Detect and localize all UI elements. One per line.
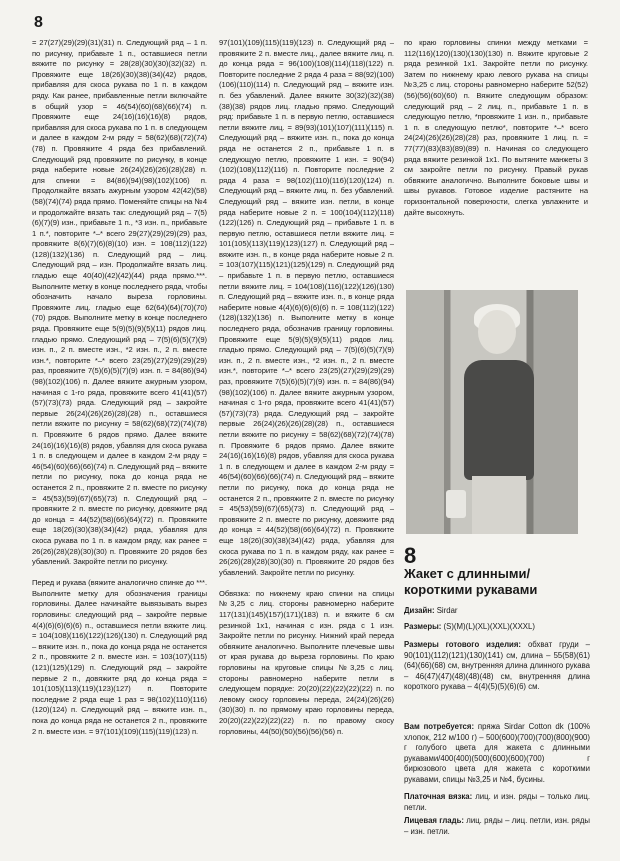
text-column-3-top: по краю горловины спинки между метками = 112(116)(120)(130)(130)(130) п. Вяжите круговые 2 ряда резинкой 1х1. Закройте петли по рисунку. Затем по нижнему краю левого рукава на спицы №3,25 с лиц. стороны равномерно наберите 52(52)(56)(56)(60)(60) п. Вяжите следующим образом: следующий ряд – 2 лиц. п., прибавьте 1 п. в следующую петлю, *провяжите 1 изн. п., прибавьте 1 п. в следующую петлю*, повторите *–* всего 24(24)(26)(26)(28)(28) раз, провяжите 1 лиц. п. = 77(77)(83)(83)(89)(89) п. Начиная со следующего ряда вяжите резинкой 1х1. По вытяните манжеты 3 см закройте петли по рисунку. Правый рукав обвяжите аналогично. Выполните боковые швы и швы рукавов. Готовое изделие растяните на горизонтальной поверхности, слегка увлажните и дайте высохнуть. [404, 38, 588, 217]
dimensions-value: обхват груди – 90(101)(112)(121)(130)(141) см, длина – 55(58)(61)(64)(66)(68) см, внутренняя длина длинного рукава – 46(47)(47)(48)(48)(48) см, внутренняя длина короткого рукава – 4(4)(5)(5)(6)(6) см. [404, 640, 590, 692]
designer-value: Sirdar [436, 606, 458, 615]
photo-face [478, 310, 516, 354]
page-number: 8 [34, 14, 43, 31]
stockinette-value: лиц. ряды – лиц. петли, изн. ряды – изн. петли. [404, 816, 591, 836]
model-photo [406, 290, 578, 534]
photo-bag [446, 490, 466, 518]
photo-shorts [472, 476, 526, 534]
designer-line [404, 606, 590, 617]
garter-stitch-label: Платочная вязка: [404, 792, 473, 801]
section-number: 8 [404, 543, 417, 568]
dimensions-label: Размеры готового изделия: [404, 640, 521, 649]
stockinette-block [404, 816, 590, 837]
section-title: Жакет с длинными/ короткими рукавами [404, 566, 538, 597]
materials-block [404, 722, 590, 786]
sizes-line [404, 622, 590, 633]
materials-label: Вам потребуется: [404, 722, 475, 731]
garter-stitch-block [404, 792, 590, 813]
materials-value: пряжа Sirdar Cotton dk (100% хлопок, 212 м/100 г) – 500(600)(700)(700)(800)(900) г голубого цвета для жакета с длинными рукавами/400(400)(500)(600)(600)(700) г бирюзового цвета для жакета с короткими рукавами, спицы №3,25 и №4, бусины. [404, 722, 591, 784]
text-column-2: 97(101)(109)(115)(119)(123) п. Следующий ряд – провяжите 2 п. вместе лиц., далее вяжите лиц. п. до конца ряда = 96(100)(108)(114)(118)(122) п. Повторите последние 2 ряда 4 раза = 88(92)(100)(106)(110)(114) п. Следующий ряд – вяжите изн. п. без убавлений. Далее вяжите 30(32)(32)(38)(38)(38) рядов лиц. гладью прямо. Следующий ряд: прибавьте 1 п. в первую петлю, оставшиеся петли вяжите лиц. = 89(93)(101)(107)(111)(115) п. Следующий ряд – вяжите изн. п., пока до конца ряда не останется 2 п., прибавьте 1 п. в следующую петлю, провяжите 1 изн. = 90(94)(102)(108)(112)(116) п. Повторите последние 2 ряда 4 раза = 98(102)(110)(116)(120)(124) п. Следующий ряд – вяжите лиц. п. без убавлений. Следующий ряд – вяжите изн. петли, в конце ряда наберите новые 2 п. = 100(104)(112)(118)(122)(126) п. Следующий ряд – прибавьте 1 п. в первую петлю, оставшиеся петли вяжите лиц. = 101(105)(113)(119)(123)(127) п. Следующий ряд – вяжите изн. п., в конце ряда наберите новые 2 п. = 103(107)(115)(121)(125)(129) п. Следующий ряд – прибавьте 1 п. в первую петлю, оставшиеся петли вяжите лиц. = 104(108)(116)(122)(126)(130) п. Следующий ряд – вяжите изн. п., в конце ряда наберите новые 4(4)(6)(6)(6)(6) п. = 108(112)(122)(128)(132)(136) п. Выполните метку в конце последнего ряда, обозначив границу горловины. Провяжите еще 5(9)(5)(9)(5)(11) рядов лиц. гладью прямо. Следующий ряд – 7(5)(6)(5)(7)(9) изн. п., 2 п. вместе изн., *2 изн. п., 2 п. вместе изн.*, повторите *–* всего 23(25)(27)(29)(29)(29) раз, провяжите 7(5)(6)(5)(7)(9) изн. п. = 84(86)(94)(98)(102)(106) п. Далее вяжите ажурным узором, начиная с 1-го ряда, провяжите всего 41(41)(57)(57)(73)(73) ряда. Следующий ряд – закройте первые 26(24)(26)(26)(28)(28) п., оставшиеся петли вяжите по рисунку = 58(62)(68)(72)(74)(78) п. Провяжите 6 рядов прямо. Далее вяжите 24(16)(16)(16)(8) рядов, убавляя для скоса рукава 1 п. в следующем и далее в каждом 2-м ряду = 46(54)(60)(66)(66)(74) п. Следующий ряд – вяжите петли по рисунку, пока до конца ряда не останется 2 п., провяжите 2 п. вместе по рисунку = 45(53)(59)(67)(65)(73) п. Следующий ряд – провяжите 2 п. вместе по рисунку, довяжите ряд до конца = 44(52)(58)(66)(64)(72) п. Провяжите еще 18(26)(30)(38)(34)(42) ряда, убавляя для скоса рукава по 1 п. в каждом ряду, как ранее = 26(26)(28)(28)(30)(30) п. Провяжите 20 рядов без убавлений. Закройте петли по рисунку. Обвязка: по нижнему краю спинки на спицы №3,25 с лиц. стороны равномерно наберите 117(131)(145)(157)(171)(183) п. и вяжите 6 см резинкой 1х1, начиная с изн. ряда с 1 изн. Закройте петли по рисунку. Нижний край переда обвяжите аналогично. Выполните плечевые швы от края рукава до выреза горловины. По краю горловины на круговые спицы №3,25 с лиц. стороны равномерно наберите петли в следующем порядке: 20(20)(22)(22)(22)(22) п. по левому скосу горловины переда, 24(24)(26)(26)(30)(30) п. по прямому краю горловины переда, 20(20)(22)(22)(22)(22) п. по правому скосу горловины, 44(50)(50)(56)(56)(56) п. [219, 38, 394, 736]
photo-jacket [464, 360, 534, 480]
dimensions-block [404, 640, 590, 693]
text-column-1: = 27(27)(29)(29)(31)(31) п. Следующий ряд – 1 п. по рисунку, прибавьте 1 п., оставшиеся петли вяжите по рисунку = 28(28)(30)(30)(32)(32) п. Провяжите еще 18(26)(30)(38)(34)(42) рядов, прибавляя для скоса рукава по 1 п. в каждом ряду. Как ранее, прибавленные петли включайте в общий узор = 46(54)(60)(68)(66)(74) п. Провяжите еще 24(16)(16)(16)(8) рядов, прибавляя для скоса рукава по 1 п. в следующем и далее в каждом 2-м ряду = 58(62)(68)(72)(74)(78) п. Провяжите 4 ряда без прибавлений. Следующий ряд провяжите по рисунку, в конце ряда наберите новые 26(24)(26)(26)(28)(28) п. для спинки = 84(86)(94)(98)(102)(106) п. Продолжайте вязать ажурным узором 42(42)(58)(58)(74)(74) ряда прямо. Поменяйте спицы на №4 и продолжайте вязать так: следующий ряд – 7(5)(6)(7)(9) изн., прибавьте 1 п., *3 изн. п., прибавьте 1 п.*, повторите *–* всего 29(27)(29)(29)(29) раз, провяжите 8(6)(7)(6)(8)(10) изн. = 108(112)(122)(128)(132)(136) п. Следующий ряд – лиц. Следующий ряд – изн. Продолжайте вязать лиц. гладью еще 40(40)(42)(42)(44) ряда прямо.***. Выполните метку в конце последнего ряда, чтобы обозначить начало выреза горловины. Провяжите лиц. гладью еще 62(64)(64)(70)(70)(70) рядов. Выполните метку в конце последнего ряда. Провяжите еще 5(9)(5)(9)(5)(11) рядов лиц. гладью прямо. Следующий ряд – 7(5)(6)(5)(7)(9) изн. п., 2 п. вместе изн., *2 изн. п., 2 п. вместе изн.*, повторите *–* всего 23(25)(27)(29)(29)(29) раз, провяжите 7(5)(6)(5)(7)(9) изн. п. = 84(86)(94)(98)(102)(106) п. Далее вяжите ажурным узором, начиная с 1-го ряда, провяжите всего 41(41)(57)(57)(73)(73) ряда. Следующий ряд – закройте первые 26(24)(26)(26)(28)(28) п., оставшиеся петли вяжите по рисунку = 58(62)(68)(72)(74)(78) п. Провяжите 6 рядов прямо. Далее вяжите 24(16)(16)(16)(8) рядов, убавляя для скоса рукава 1 п. в следующем и далее в каждом 2-м ряду = 46(54)(60)(66)(66)(74) п. Следующий ряд – вяжите петли по рисунку, пока до конца ряда не останется 2 п., провяжите 2 п. вместе по рисунку = 45(53)(59)(67)(65)(73) п. Следующий ряд – провяжите 2 п. вместе по рисунку, довяжите ряд до конца = 44(52)(58)(66)(64)(72) п. Провяжите еще 18(26)(30)(38)(34)(42) ряда, убавляя для скоса рукава по 1 п. в каждом ряду, как ранее = 26(26)(28)(28)(30)(30) п. Провяжите 20 рядов без убавлений. Закройте петли по рисунку. Перед и рукава (вяжите аналогично спинке до ***. Выполните метку для обозначения границы горловины. Далее начинайте вывязывать вырез горловины: следующий ряд – закройте первые 4(4)(6)(6)(6)(6) п., оставшиеся петли вяжите лиц. = 104(108)(116)(122)(126)(130) п. Следующий ряд – вяжите изн. п., пока до конца ряда не останется 2 п., провяжите 2 п. вместе изн. = 103(107)(115)(121)(125)(129) п. Следующий ряд – закройте первые 2 п., довяжите ряд до конца ряда = 101(105)(113)(119)(123)(127) п. Повторите последние 2 ряда еще 1 раз = 98(102)(110)(116)(120)(124) п. Следующий ряд – вяжите изн. п., пока до конца ряда не останется 2 п., провяжите 2 п. вместе изн. = 97(101)(109)(115)(119)(123) п. [32, 38, 207, 736]
sizes-label: Размеры: [404, 622, 442, 631]
garter-stitch-value: лиц. и изн. ряды – только лиц. петли. [404, 792, 590, 812]
stockinette-label: Лицевая гладь: [404, 816, 464, 825]
designer-label: Дизайн: [404, 606, 435, 615]
sizes-value: (S)(M)(L)(XL)(XXL)(XXXL) [443, 622, 535, 631]
